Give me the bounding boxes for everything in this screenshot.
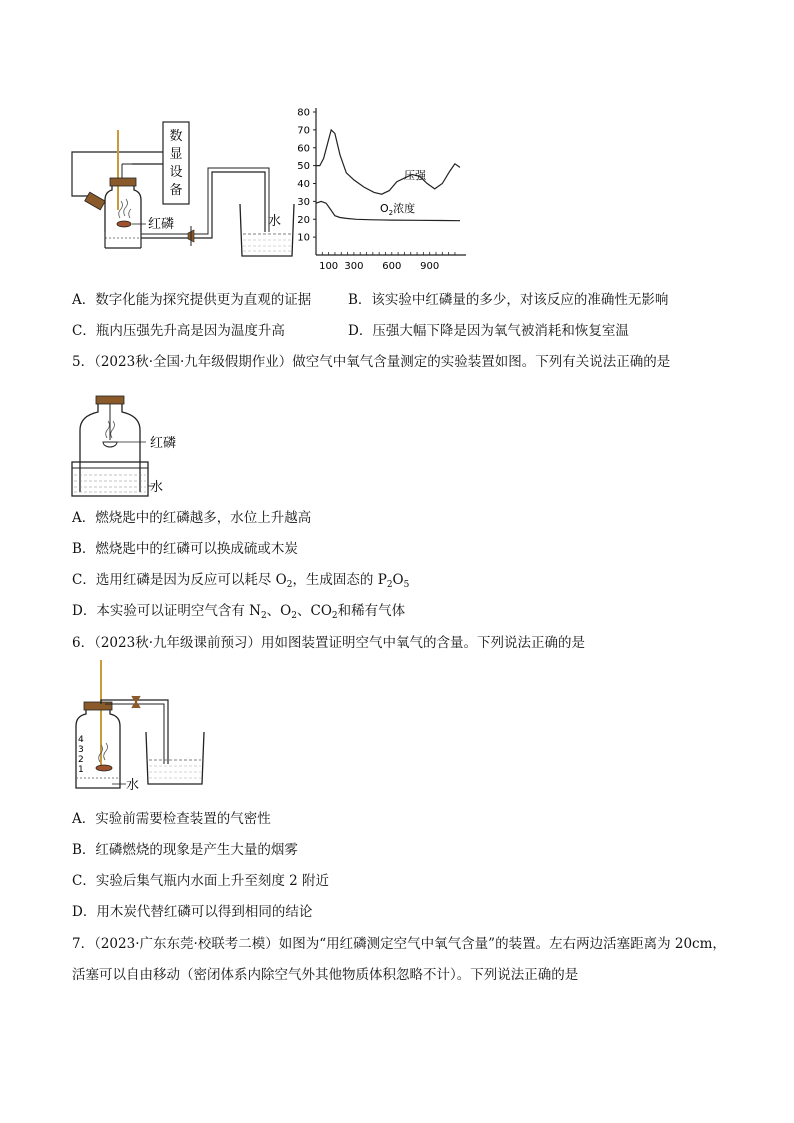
q6-stem: 6．（2023秋·九年级课前预习）用如图装置证明空气中氧气的含量。下列说法正确的是 [72, 635, 585, 651]
q5-stem: 5．（2023秋·全国·九年级假期作业）做空气中氧气含量测定的实验装置如图。下列有关说法正确的是 [72, 354, 671, 370]
device-label-char: 显 [169, 147, 183, 162]
figure-apparatus-3 [68, 660, 228, 800]
x-tick-label: 900 [420, 261, 440, 272]
x-tick-label: 100 [319, 261, 339, 272]
q4-option-a: A．数字化能为探究提供更为直观的证据 [72, 292, 312, 308]
scale-mark: 1 [78, 765, 84, 775]
q5-option-b: B．燃烧匙中的红磷可以换成硫或木炭 [72, 541, 298, 557]
y-tick-label: 40 [297, 179, 310, 190]
y-tick-label: 80 [297, 107, 310, 119]
q6-option-b: B．红磷燃烧的现象是产生大量的烟雾 [72, 842, 298, 858]
y-tick-label: 70 [297, 125, 310, 137]
pressure-o2-chart [280, 100, 480, 280]
q5-option-c: C．选用红磷是因为反应可以耗尽 $O_2$，生成固态的 $P_2O_5$ [72, 572, 410, 590]
q5-option-d: D．本实验可以证明空气含有 $N_2$、$O_2$、$CO_2$和稀有气体 [72, 603, 406, 621]
scale-mark: 3 [78, 745, 84, 755]
y-tick-label: 30 [297, 196, 310, 208]
figure-apparatus-2 [70, 378, 230, 503]
device-label-char: 设 [169, 165, 183, 180]
red-phosphorus-label: 红磷 [148, 217, 175, 232]
y-tick-label: 10 [297, 232, 310, 244]
q7-stem-line1: 7．（2023·广东东莞·校联考二模）如图为“用红磷测定空气中氧气含量”的装置。左右两边活塞距离为 20cm， [72, 936, 726, 952]
scale-mark: 2 [78, 755, 84, 765]
q5-water-label: 水 [150, 480, 164, 495]
x-tick-label: 600 [382, 261, 402, 272]
scale-mark: 4 [78, 735, 84, 745]
q4-option-b: B．该实验中红磷量的多少，对该反应的准确性无影响 [348, 292, 669, 308]
device-label-char: 备 [169, 183, 183, 198]
q6-water-label: 水 [126, 778, 140, 793]
q4-option-c: C．瓶内压强先升高是因为温度升高 [72, 323, 285, 339]
o2-series-label: $O_2$浓度 [380, 202, 416, 217]
y-tick-label: 20 [297, 214, 310, 226]
q5-option-a: A．燃烧匙中的红磷越多，水位上升越高 [72, 510, 312, 526]
water-label: 水 [268, 214, 282, 229]
y-tick-label: 50 [297, 161, 310, 173]
q6-option-d: D．用木炭代替红磷可以得到相同的结论 [72, 904, 313, 920]
q7-stem-line2: 活塞可以自由移动（密闭体系内除空气外其他物质体积忽略不计）。下列说法正确的是 [72, 967, 579, 983]
y-tick-label: 60 [297, 143, 310, 155]
q6-option-c: C．实验后集气瓶内水面上升至刻度 2 附近 [72, 873, 330, 889]
x-tick-label: 300 [344, 261, 364, 272]
q5-phosphorus-label: 红磷 [150, 436, 177, 451]
q6-option-a: A．实验前需要检查装置的气密性 [72, 811, 271, 827]
pressure-series-line [316, 130, 460, 194]
q4-option-d: D．压强大幅下降是因为氧气被消耗和恢复室温 [348, 323, 629, 339]
pressure-series-label: 压强 [404, 169, 426, 182]
device-label-char: 数 [169, 129, 183, 144]
